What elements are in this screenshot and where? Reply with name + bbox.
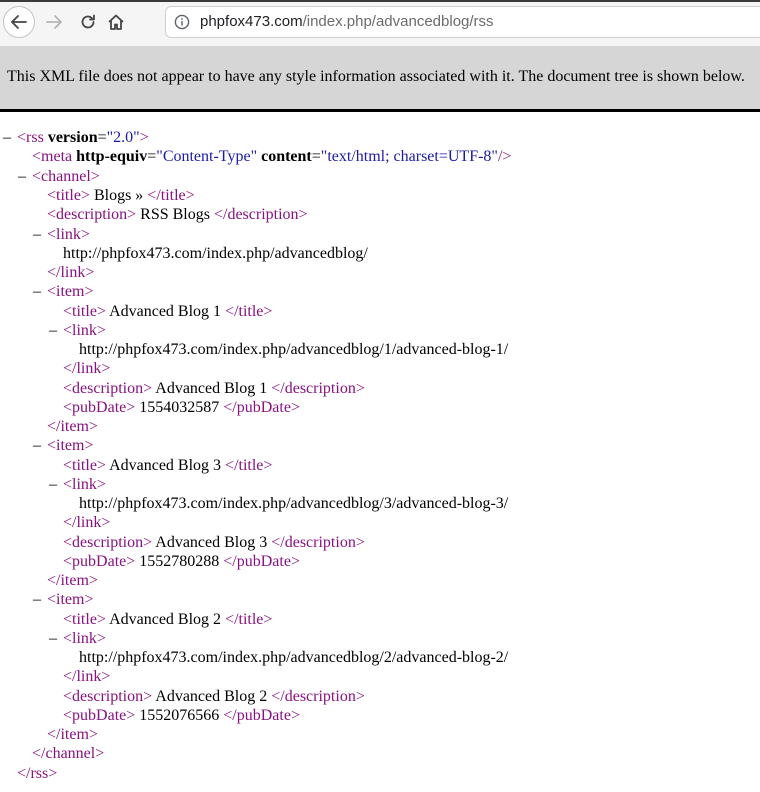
tag-name: meta (41, 148, 73, 165)
item-link-open-line: – <link> (63, 629, 106, 648)
item-link-open-line: – <link> (63, 321, 106, 340)
tag-name: link (72, 322, 97, 339)
attribute-value: "Content-Type" (156, 148, 258, 165)
home-button[interactable] (104, 9, 128, 35)
item-link-close-line: </link> (63, 360, 111, 377)
tag-name: title (160, 187, 186, 204)
tag-name: description (284, 534, 356, 551)
reload-icon (79, 13, 97, 31)
attribute-name: content (261, 148, 312, 165)
tag-name: link (76, 668, 102, 685)
tag-name: pubDate (72, 707, 127, 724)
tag-name: description (72, 534, 144, 551)
tag-name: link (56, 226, 81, 243)
tag-name: title (72, 457, 97, 474)
item-link-open-line: – <link> (63, 475, 106, 494)
item-open-line: – <item> (47, 282, 94, 301)
reload-button[interactable] (76, 9, 100, 35)
tag-name: description (227, 206, 299, 223)
collapse-toggle[interactable]: – (18, 168, 26, 185)
item-title-line: <title> Advanced Blog 2 </title> (63, 611, 273, 628)
item-title-line: <title> Advanced Blog 1 </title> (63, 303, 273, 320)
item-link-url: http://phpfox473.com/index.php/advancedblog/3/advanced-blog-3/ (79, 495, 509, 512)
collapse-toggle[interactable]: – (33, 437, 41, 454)
url-path: /index.php/advancedblog/rss (302, 13, 494, 30)
collapse-toggle[interactable]: – (49, 476, 57, 493)
item-pubdate-text: 1552780288 (135, 553, 224, 570)
xml-info-banner (0, 46, 760, 109)
item-open-line: – <item> (47, 590, 94, 609)
tag-name: item (56, 283, 85, 300)
tag-name: description (56, 206, 128, 223)
item-title-text: Advanced Blog 3 (105, 457, 226, 474)
attribute-value: "2.0" (106, 129, 140, 146)
tag-name: rss (26, 129, 44, 146)
tag-name: link (72, 630, 97, 647)
tag-name: pubDate (236, 399, 291, 416)
collapse-toggle[interactable]: – (33, 591, 41, 608)
tag-name: description (284, 380, 356, 397)
window-top-edge (0, 0, 760, 2)
item-description-text: Advanced Blog 2 (152, 688, 272, 705)
item-pubdate-text: 1552076566 (135, 707, 224, 724)
channel-open-line: – <channel> (32, 167, 100, 186)
tag-name: title (72, 611, 97, 628)
tag-name: title (238, 457, 264, 474)
tag-name: pubDate (72, 553, 127, 570)
tag-name: rss (30, 765, 49, 782)
collapse-toggle[interactable]: – (49, 322, 57, 339)
tag-name: channel (45, 745, 96, 762)
address-text[interactable] (200, 13, 494, 30)
collapse-toggle[interactable]: – (33, 226, 41, 243)
meta-line: <meta http-equiv="Content-Type" content="text/html; charset=UTF-8"/> (32, 148, 512, 165)
item-close-line: </item> (47, 418, 98, 435)
item-description-line: <description> Advanced Blog 2 </description> (63, 688, 365, 705)
item-close-line: </item> (47, 726, 98, 743)
info-icon[interactable] (174, 14, 190, 30)
address-bar[interactable] (165, 6, 760, 38)
attribute-value: "text/html; charset=UTF-8" (320, 148, 498, 165)
tag-name: title (238, 611, 264, 628)
channel-description-line: <description> RSS Blogs </description> (47, 206, 308, 223)
tag-name: channel (41, 168, 91, 185)
browser-toolbar (0, 0, 760, 46)
tag-name: description (72, 380, 144, 397)
channel-description-text: RSS Blogs (136, 206, 214, 223)
tag-name: title (56, 187, 81, 204)
channel-link-open-line: – <link> (47, 225, 90, 244)
tag-name: item (60, 726, 89, 743)
tag-name: link (76, 360, 102, 377)
tag-name: pubDate (72, 399, 127, 416)
tag-name: title (72, 303, 97, 320)
item-description-text: Advanced Blog 3 (152, 534, 272, 551)
back-button[interactable] (3, 6, 35, 38)
tag-name: pubDate (236, 707, 291, 724)
channel-title-line: <title> Blogs » </title> (47, 187, 195, 204)
attribute-name: version (47, 129, 98, 146)
tag-name: title (238, 303, 264, 320)
item-link-url: http://phpfox473.com/index.php/advancedblog/2/advanced-blog-2/ (79, 649, 509, 666)
xml-info-text: This XML file does not appear to have any style information associated with it. The document tree is shown below. (7, 68, 745, 85)
item-title-text: Advanced Blog 1 (105, 303, 226, 320)
item-pubdate-line: <pubDate> 1554032587 </pubDate> (63, 399, 300, 416)
arrow-left-icon (10, 13, 28, 31)
tag-name: item (60, 418, 89, 435)
rss-open-line: – <rss version="2.0"> (17, 128, 149, 147)
forward-button[interactable] (42, 9, 66, 35)
item-description-text: Advanced Blog 1 (152, 380, 272, 397)
arrow-right-icon (45, 13, 63, 31)
rss-close-line: </rss> (17, 765, 58, 782)
home-icon (107, 13, 125, 31)
channel-link-url: http://phpfox473.com/index.php/advancedblog/ (63, 245, 368, 262)
item-link-close-line: </link> (63, 514, 111, 531)
banner-divider (0, 109, 760, 112)
channel-link-close-line: </link> (47, 264, 95, 281)
tag-name: item (56, 591, 85, 608)
item-close-line: </item> (47, 572, 98, 589)
tag-name: item (60, 572, 89, 589)
attribute-name: http-equiv (76, 148, 148, 165)
tag-name: link (76, 514, 102, 531)
item-pubdate-line: <pubDate> 1552780288 </pubDate> (63, 553, 300, 570)
item-link-url: http://phpfox473.com/index.php/advancedblog/1/advanced-blog-1/ (79, 341, 509, 358)
channel-title-text: Blogs » (89, 187, 148, 204)
tag-name: description (284, 688, 356, 705)
collapse-toggle[interactable]: – (49, 630, 57, 647)
url-host: phpfox473.com (200, 13, 303, 30)
item-title-text: Advanced Blog 2 (105, 611, 226, 628)
tag-name: pubDate (236, 553, 291, 570)
item-open-line: – <item> (47, 436, 94, 455)
item-description-line: <description> Advanced Blog 3 </description> (63, 534, 365, 551)
tag-name: item (56, 437, 85, 454)
item-pubdate-text: 1554032587 (135, 399, 224, 416)
tag-name: description (72, 688, 144, 705)
item-title-line: <title> Advanced Blog 3 </title> (63, 457, 273, 474)
item-pubdate-line: <pubDate> 1552076566 </pubDate> (63, 707, 300, 724)
channel-close-line: </channel> (32, 745, 105, 762)
tag-name: link (72, 476, 97, 493)
collapse-toggle[interactable]: – (33, 283, 41, 300)
tag-name: link (60, 264, 86, 281)
collapse-toggle[interactable]: – (3, 129, 11, 146)
item-description-line: <description> Advanced Blog 1 </description> (63, 380, 365, 397)
item-link-close-line: </link> (63, 668, 111, 685)
